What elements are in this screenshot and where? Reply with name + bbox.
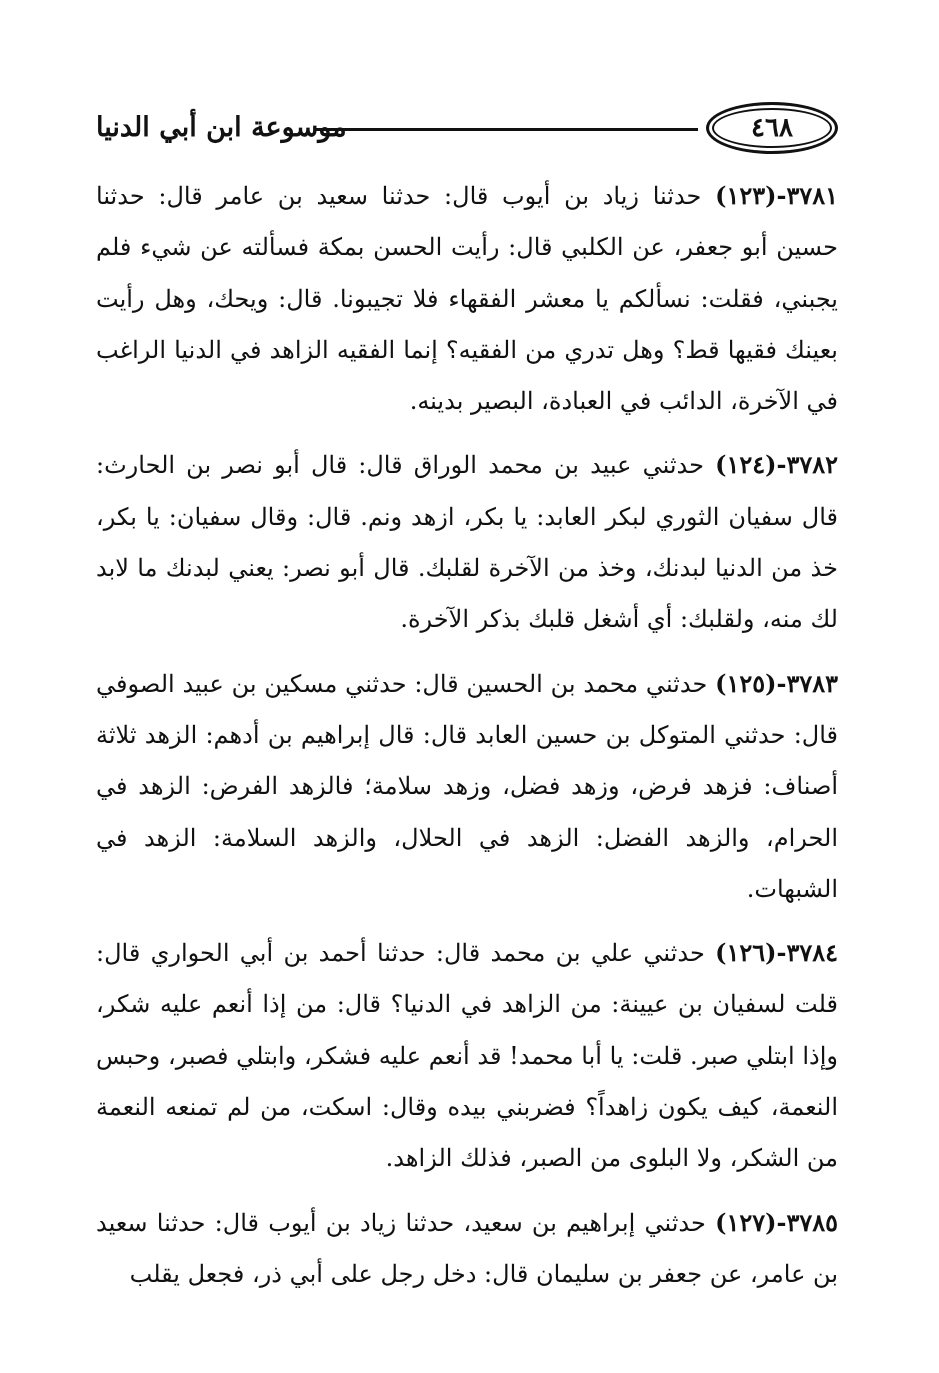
narration-number: ٣٧٨٤-(١٢٦) (715, 938, 838, 968)
narration-number: ٣٧٨٣-(١٢٥) (715, 668, 838, 698)
running-title: موسوعة ابن أبي الدنيا (96, 112, 347, 143)
page-body (96, 170, 838, 1312)
narration-number: ٣٧٨٥-(١٢٧) (715, 1207, 838, 1237)
narration-text: حدثنا زياد بن أيوب قال: حدثنا سعيد بن عامر قال: حدثنا حسين أبو جعفر، عن الكلبي قال: رأيت الحسن بمكة فسألته عن شيء فلم يجبني، فقلت: نسألكم يا معشر الفقهاء فلا تجيبونا. قال: ويحك، وهل رأيت بعينك فقيها قط؟ وهل تدري من الفقيه؟ إنما الفقيه الزاهد في الدنيا الراغب في الآخرة، الدائب في العبادة، البصير بدينه. (96, 182, 838, 416)
page-header (96, 102, 838, 160)
narration-text: حدثني محمد بن الحسين قال: حدثني مسكين بن عبيد الصوفي قال: حدثني المتوكل بن حسين العابد قال: قال إبراهيم بن أدهم: الزهد ثلاثة أصناف: فزهد فرض، وزهد فضل، وزهد سلامة؛ فالزهد الفرض: الزهد في الحرام، والزهد الفضل: الزهد في الحلال، والزهد السلامة: الزهد في الشبهات. (96, 669, 838, 903)
narration-number: ٣٧٨٢-(١٢٤) (715, 450, 838, 480)
paragraph-3782 (96, 439, 838, 645)
page-number-oval (706, 102, 838, 154)
paragraph-3783 (96, 658, 838, 915)
narration-text: حدثني عبيد بن محمد الوراق قال: قال أبو نصر بن الحارث: قال سفيان الثوري لبكر العابد: يا بكر، ازهد ونم. قال: وقال سفيان: يا بكر، خذ من الدنيا لبدنك، وخذ من الآخرة لقلبك. قال أبو نصر: يعني لبدنك ما لابد لك منه، ولقلبك: أي أشغل قلبك بذكر الآخرة. (96, 451, 838, 634)
paragraph-3781 (96, 170, 838, 427)
paragraph-3784 (96, 927, 838, 1184)
paragraph-3785 (96, 1197, 838, 1301)
narration-number: ٣٧٨١-(١٢٣) (715, 181, 838, 210)
page-number: ٤٦٨ (751, 113, 793, 143)
narration-text: حدثني علي بن محمد قال: حدثنا أحمد بن أبي الحواري قال: قلت لسفيان بن عيينة: من الزاهد في الدنيا؟ قال: من إذا أنعم عليه شكر، وإذا ابتلي صبر. قلت: يا أبا محمد! قد أنعم عليه فشكر، وابتلي فصبر، وحبس النعمة، كيف يكون زاهداً؟ فضربني بيده وقال: اسكت، من لم تمنعه النعمة من الشكر، ولا البلوى من الصبر، فذلك الزاهد. (96, 939, 838, 1173)
narration-text: حدثني إبراهيم بن سعيد، حدثنا زياد بن أيوب قال: حدثنا سعيد بن عامر، عن جعفر بن سليمان قال: دخل رجل على أبي ذر، فجعل يقلب (96, 1208, 838, 1288)
header-rule (314, 128, 698, 131)
